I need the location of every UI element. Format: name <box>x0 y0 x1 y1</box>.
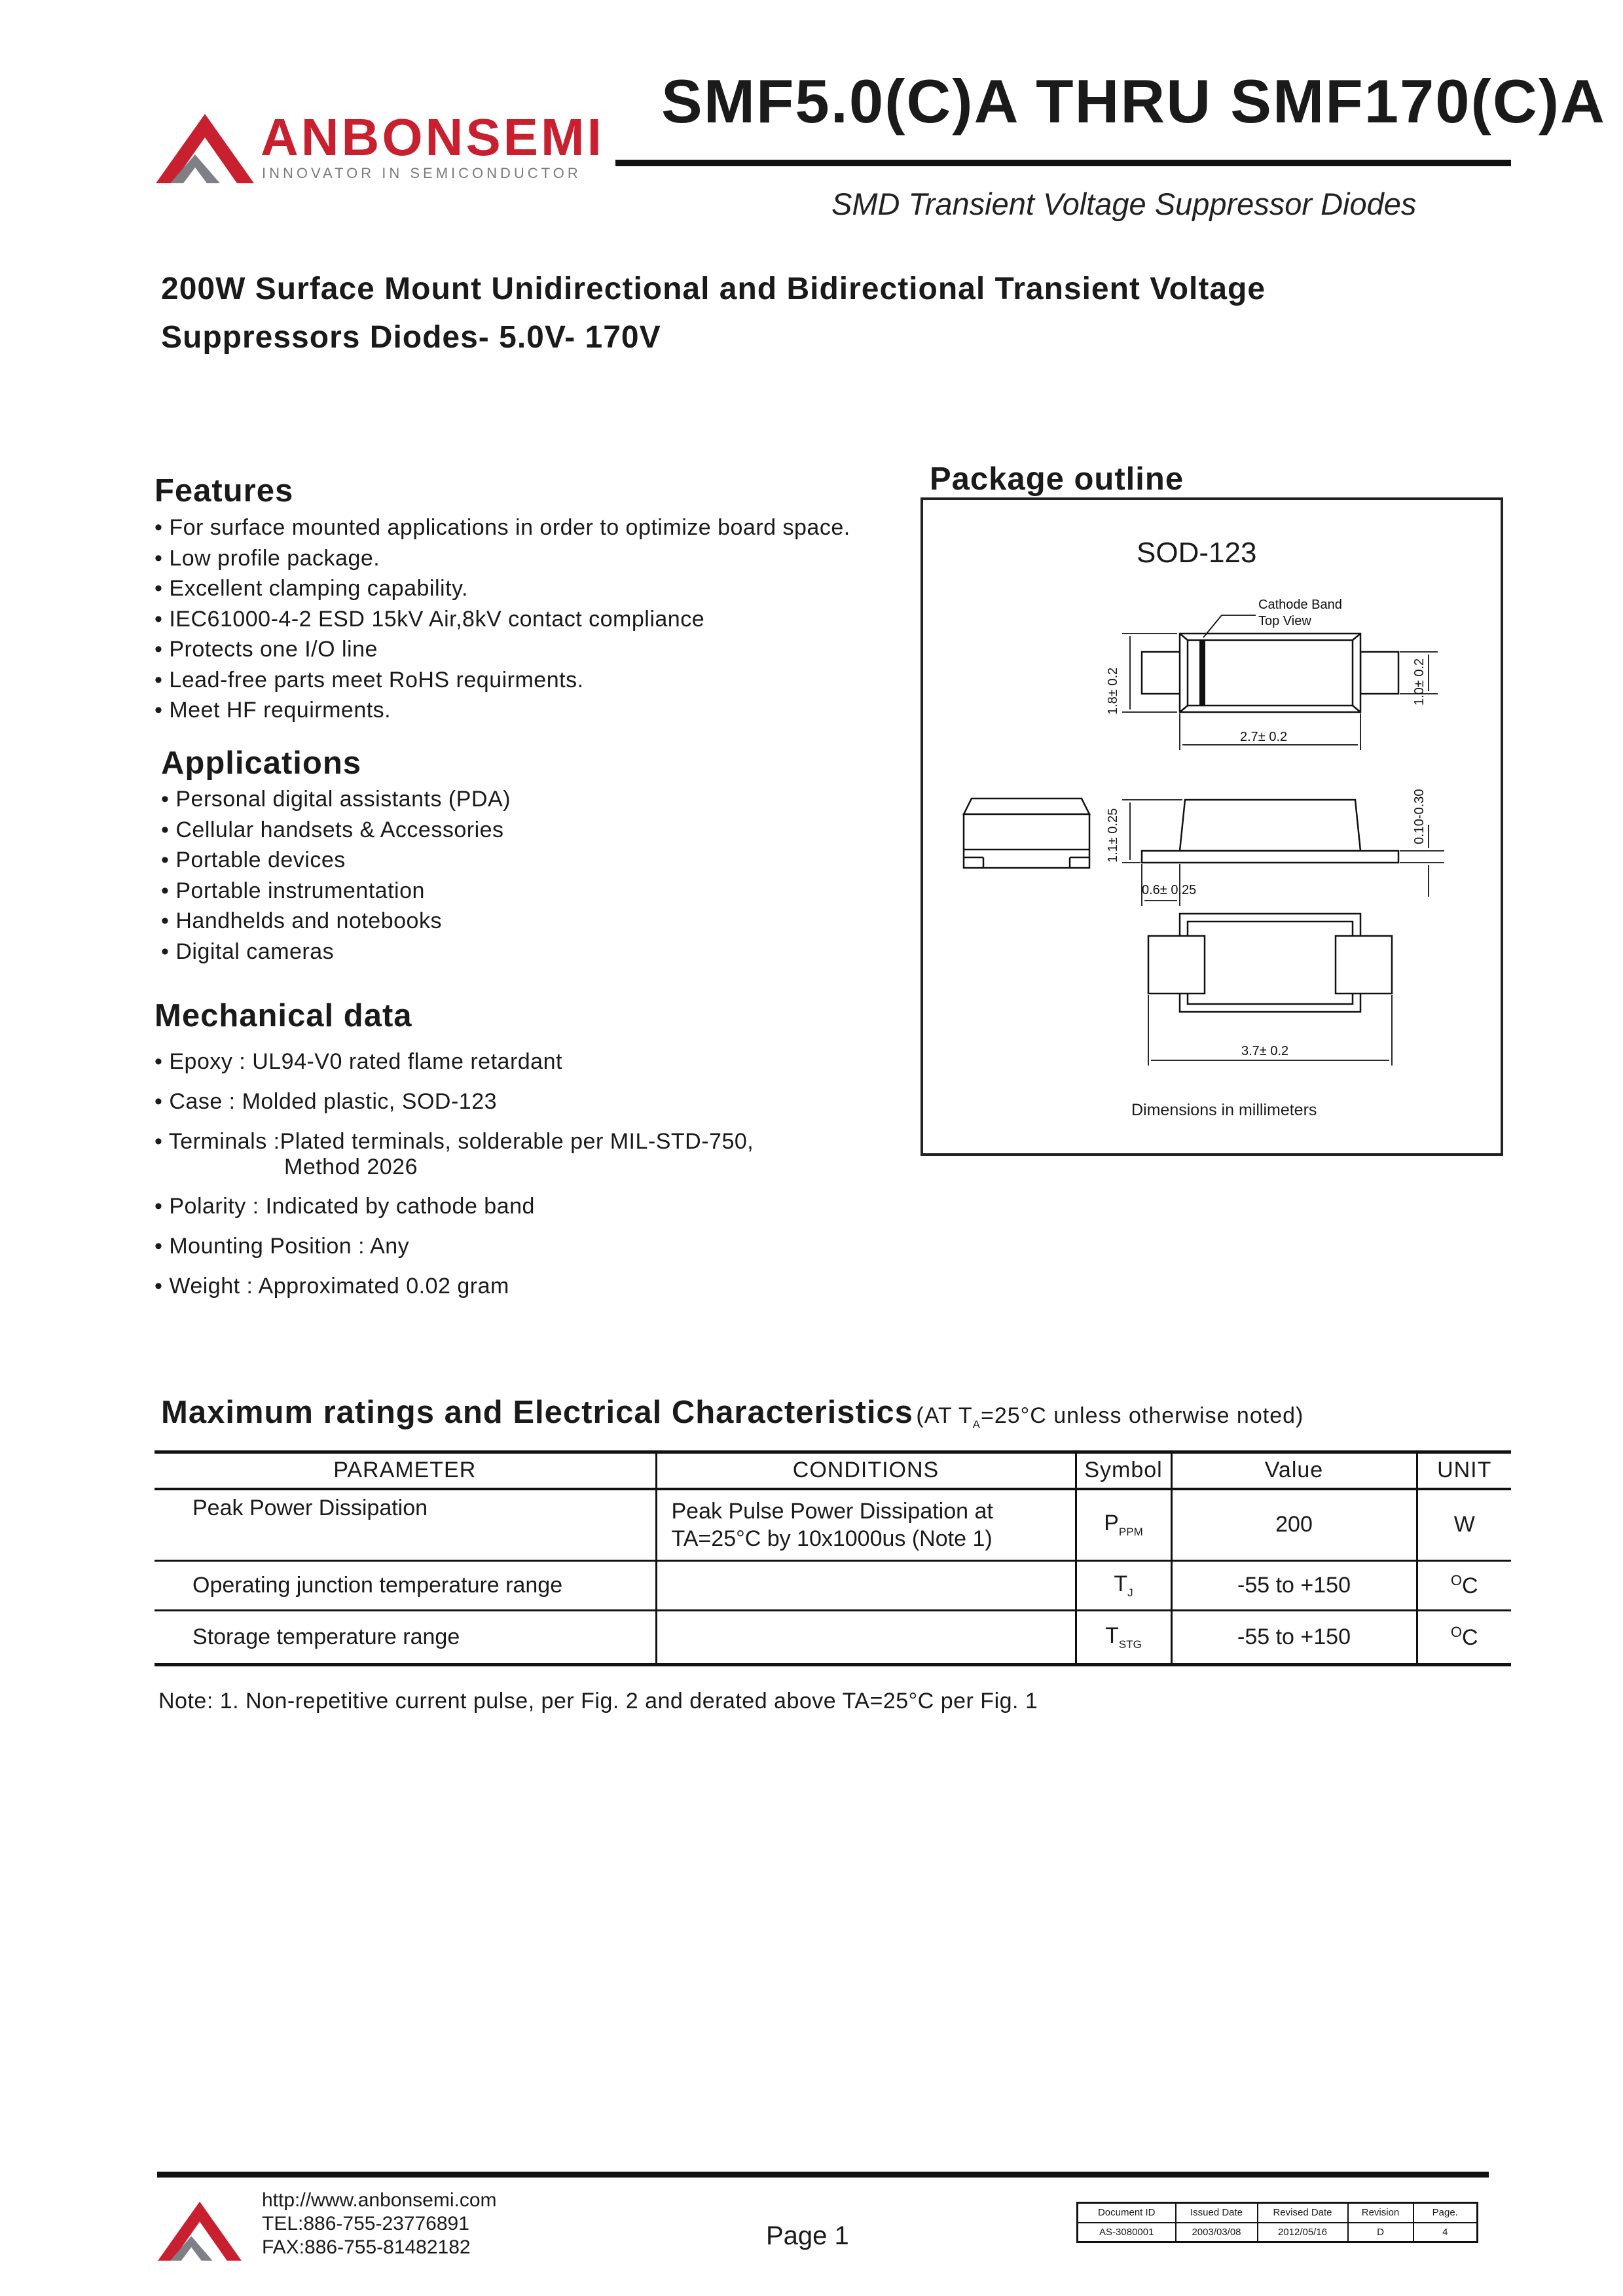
cell-value: 200 <box>1171 1489 1417 1561</box>
list-item: • Low profile package. <box>155 543 850 574</box>
cell-unit: $^O$C <box>1417 1611 1511 1665</box>
doc-header-cell: Page. <box>1413 2203 1478 2223</box>
bottom-view <box>1148 914 1392 1012</box>
doc-header-cell: Revision <box>1348 2203 1413 2223</box>
mech-weight: • Weight : Approximated 0.02 gram <box>155 1266 754 1306</box>
mech-terminals-cont: Method 2026 <box>284 1155 418 1179</box>
sod123-geometry <box>921 497 1503 1156</box>
brand-name: ANBONSEMI <box>261 108 604 166</box>
cell-symbol: $T_{STG}$ <box>1076 1611 1171 1665</box>
ratings-title-text: Maximum ratings and Electrical Characteristics <box>161 1395 913 1430</box>
footer-url[interactable]: http://www.anbonsemi.com <box>262 2189 497 2211</box>
list-item: • Protects one I/O line <box>155 634 850 665</box>
footer-contact <box>262 2189 497 2259</box>
cell-unit: W <box>1417 1489 1511 1561</box>
document-subtitle: SMD Transient Voltage Suppressor Diodes <box>831 187 1417 221</box>
dim-total-len-label: 3.7± 0.2 <box>1241 1044 1289 1058</box>
header-value: Value <box>1171 1452 1417 1489</box>
applications-title: Applications <box>161 745 362 781</box>
page-number: Page 1 <box>766 2221 849 2250</box>
table-row <box>1078 2223 1478 2242</box>
list-item: • Lead-free parts meet RoHS requirments. <box>155 665 850 696</box>
features-title: Features <box>155 473 294 509</box>
dim-body-len-label: 2.7± 0.2 <box>1240 730 1288 744</box>
list-item: • Cellular handsets & Accessories <box>161 815 511 846</box>
table-row <box>155 1561 1511 1611</box>
cell-conditions <box>656 1561 1076 1611</box>
anbonsemi-logo-icon <box>156 113 254 183</box>
top-view-label: Top View <box>1258 614 1311 628</box>
table-header-row <box>155 1452 1511 1489</box>
cell-conditions <box>656 1611 1076 1665</box>
list-item: • Excellent clamping capability. <box>155 573 850 604</box>
cell-unit: $^O$C <box>1417 1561 1511 1611</box>
title-divider <box>615 160 1511 166</box>
document-info-table <box>1076 2202 1478 2243</box>
list-item: • Personal digital assistants (PDA) <box>161 784 511 815</box>
package-name: SOD-123 <box>1137 537 1257 569</box>
dim-lead-t-label: 0.10-0.30 <box>1412 789 1427 844</box>
brand-tagline: INNOVATOR IN SEMICONDUCTOR <box>262 165 581 181</box>
list-item: • Meet HF requirments. <box>155 695 850 726</box>
applications-list <box>161 784 511 967</box>
cathode-band-label: Cathode Band <box>1258 598 1342 612</box>
dim-body-h-label: 1.1± 0.25 <box>1106 808 1120 863</box>
list-item: • Portable instrumentation <box>161 876 511 906</box>
mech-epoxy: • Epoxy : UL94-V0 rated flame retardant <box>155 1042 754 1082</box>
mech-mounting: • Mounting Position : Any <box>155 1227 754 1266</box>
side-view <box>1142 800 1398 863</box>
headline-line-2: Suppressors Diodes- 5.0V- 170V <box>161 320 661 355</box>
features-list <box>155 512 850 726</box>
doc-value-cell: 2003/03/08 <box>1176 2223 1258 2242</box>
dimensions-note: Dimensions in millimeters <box>1131 1101 1317 1119</box>
mech-terminals: • Terminals :Plated terminals, solderable per MIL-STD-750, <box>155 1122 754 1162</box>
footer-tel: TEL:886-755-23776891 <box>262 2213 469 2234</box>
footer-divider <box>157 2172 1489 2178</box>
dim-lead-w-label: 1.0± 0.2 <box>1412 658 1427 706</box>
header-parameter: PARAMETER <box>155 1452 656 1489</box>
cathode-band <box>1199 640 1205 706</box>
cell-symbol: $P_{PPM}$ <box>1076 1489 1171 1561</box>
ratings-condition: (AT $T_A=25^\circ C$ unless otherwise noted) <box>916 1403 1304 1431</box>
list-item: • IEC61000-4-2 ESD 15kV Air,8kV contact compliance <box>155 604 850 635</box>
package-3d-view <box>964 798 1089 868</box>
ratings-table <box>155 1450 1511 1666</box>
dim-lead-len-label: 0.6± 0.25 <box>1142 883 1197 897</box>
header-conditions: CONDITIONS <box>656 1452 1076 1489</box>
header-symbol: Symbol <box>1076 1452 1171 1489</box>
doc-value-cell: 4 <box>1413 2223 1478 2242</box>
doc-value-cell: 2012/05/16 <box>1258 2223 1348 2242</box>
ratings-title <box>161 1394 1304 1431</box>
ratings-note: Note: 1. Non-repetitive current pulse, per Fig. 2 and derated above TA=25°C per Fig. 1 <box>158 1689 1038 1713</box>
cell-value: -55 to +150 <box>1171 1611 1417 1665</box>
doc-header-cell: Document ID <box>1078 2203 1176 2223</box>
document-title: SMF5.0(C)A THRU SMF170(C)A <box>661 67 1606 135</box>
footer-logo-icon <box>157 2200 242 2261</box>
dim-height-label: 1.8± 0.2 <box>1106 667 1120 715</box>
doc-value-cell: AS-3080001 <box>1078 2223 1176 2242</box>
table-row <box>1078 2203 1478 2223</box>
doc-header-cell: Issued Date <box>1176 2203 1258 2223</box>
cell-value: -55 to +150 <box>1171 1561 1417 1611</box>
list-item: • Portable devices <box>161 845 511 876</box>
footer-fax: FAX:886-755-81482182 <box>262 2236 471 2258</box>
mechanical-list <box>155 1042 754 1306</box>
doc-header-cell: Revised Date <box>1258 2203 1348 2223</box>
list-item: • For surface mounted applications in order to optimize board space. <box>155 512 850 543</box>
cell-conditions: Peak Pulse Power Dissipation at TA=25°C by 10x1000us (Note 1) <box>656 1489 1076 1561</box>
table-row <box>155 1611 1511 1665</box>
header-unit: UNIT <box>1417 1452 1511 1489</box>
cell-symbol: $T_J$ <box>1076 1561 1171 1611</box>
mech-polarity: • Polarity : Indicated by cathode band <box>155 1187 754 1227</box>
cell-parameter: Peak Power Dissipation <box>155 1489 656 1561</box>
list-item: • Handhelds and notebooks <box>161 906 511 937</box>
product-headline <box>161 265 1470 362</box>
cell-parameter: Storage temperature range <box>155 1611 656 1665</box>
doc-value-cell: D <box>1348 2223 1413 2242</box>
package-title: Package outline <box>930 461 1184 497</box>
headline-line-1: 200W Surface Mount Unidirectional and Bidirectional Transient Voltage <box>161 272 1266 306</box>
list-item: • Digital cameras <box>161 937 511 967</box>
mech-case: • Case : Molded plastic, SOD-123 <box>155 1082 754 1122</box>
mechanical-title: Mechanical data <box>155 998 412 1033</box>
table-row <box>155 1489 1511 1561</box>
cell-parameter: Operating junction temperature range <box>155 1561 656 1611</box>
